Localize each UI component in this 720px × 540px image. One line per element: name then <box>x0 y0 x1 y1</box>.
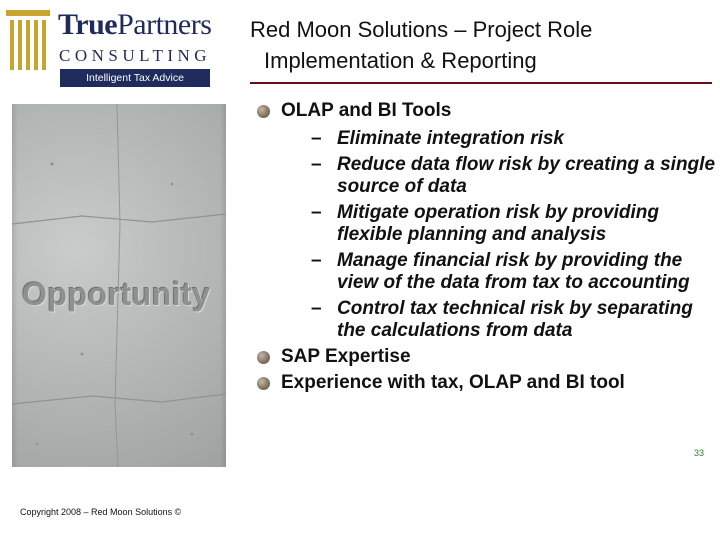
sub-bullet-text: Control tax technical risk by separating the calculations from data <box>337 298 693 341</box>
slide-title <box>250 14 592 76</box>
logo-tagline: Intelligent Tax Advice <box>60 69 210 87</box>
page-number: 33 <box>694 448 705 458</box>
slide-title-line2: Implementation & Reporting <box>264 48 537 73</box>
logo-consulting-text: CONSULTING <box>59 46 212 65</box>
bullet-dot-icon <box>257 351 270 364</box>
photo-engraved-word: Opportunity <box>22 276 211 312</box>
bullet-dot-icon <box>257 377 270 390</box>
slide-content <box>256 100 718 398</box>
dash-icon: – <box>311 250 322 271</box>
copyright-notice: Copyright 2008 – Red Moon Solutions © <box>20 507 182 517</box>
logo-partners-text: Partners <box>117 8 212 41</box>
sub-bullet-text: Manage financial risk by providing the view of the data from tax to accounting <box>337 250 690 293</box>
sub-bullet-item <box>281 154 718 198</box>
dash-icon: – <box>311 298 322 319</box>
dash-icon: – <box>311 154 322 175</box>
sub-bullet-text: Mitigate operation risk by providing flexible planning and analysis <box>337 202 659 245</box>
bullet-olap-bi-tools <box>256 100 718 342</box>
sub-bullet-item <box>281 298 718 342</box>
sub-bullet-item <box>281 128 718 150</box>
sub-bullet-list <box>281 128 718 342</box>
sub-bullet-item <box>281 250 718 294</box>
bullet-sap-expertise <box>256 346 718 368</box>
logo-true-text: True <box>58 8 118 41</box>
sub-bullet-text: Eliminate integration risk <box>337 128 564 149</box>
bullet-text: SAP Expertise <box>281 346 411 367</box>
bullet-text: Experience with tax, OLAP and BI tool <box>281 372 625 393</box>
title-divider <box>250 82 712 84</box>
dash-icon: – <box>311 202 322 223</box>
dash-icon: – <box>311 128 322 149</box>
logo-wordmark <box>58 8 211 42</box>
bullet-text: OLAP and BI Tools <box>281 100 452 121</box>
slide-title-line1: Red Moon Solutions – Project Role <box>250 17 593 42</box>
bullet-dot-icon <box>257 105 270 118</box>
opportunity-photo <box>12 104 226 467</box>
sub-bullet-item <box>281 202 718 246</box>
logo-mark-icon <box>6 10 50 70</box>
company-logo <box>6 6 211 86</box>
sub-bullet-text: Reduce data flow risk by creating a single source of data <box>337 154 716 197</box>
bullet-experience <box>256 372 671 394</box>
